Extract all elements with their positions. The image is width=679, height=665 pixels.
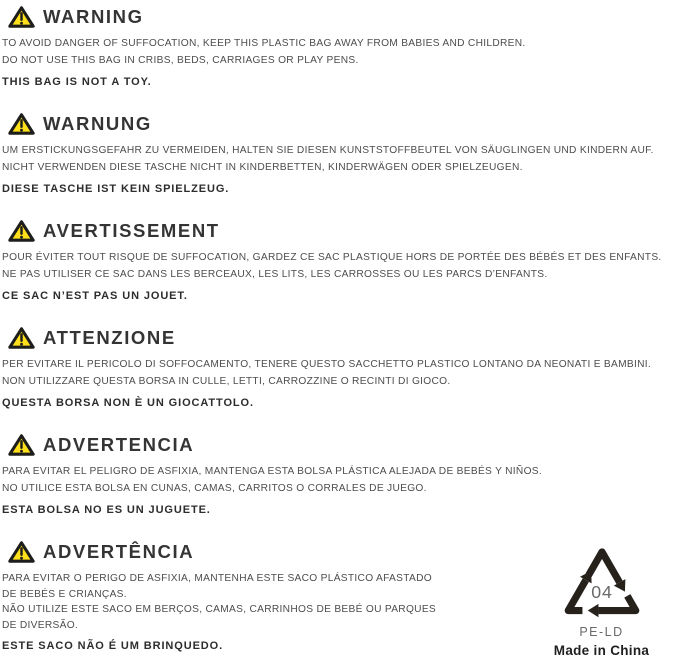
warning-line: TO AVOID DANGER OF SUFFOCATION, KEEP THIS PLASTIC BAG AWAY FROM BABIES AND CHILDREN. xyxy=(2,38,526,49)
section-heading: ADVERTENCIA xyxy=(43,433,195,455)
bottom-row xyxy=(2,538,679,658)
recycling-symbol-icon xyxy=(556,543,648,623)
warning-line: DO NOT USE THIS BAG IN CRIBS, BEDS, CARRIAGES OR PLAY PENS. xyxy=(2,54,359,66)
warning-triangle-icon xyxy=(8,112,35,136)
warning-line: DE DIVERSÃO. xyxy=(2,619,79,631)
heading-row xyxy=(2,324,679,351)
warning-bold-line: ESTA BOLSA NO ES UN JUGUETE. xyxy=(2,504,211,516)
heading-row xyxy=(2,431,679,458)
heading-row xyxy=(2,538,524,565)
warning-line: NICHT VERWENDEN DIESE TASCHE NICHT IN KINDERBETTEN, KINDERWÄGEN ODER SPIELZEUGEN. xyxy=(2,161,523,173)
section-heading: ADVERTÊNCIA xyxy=(43,540,195,562)
section-heading: AVERTISSEMENT xyxy=(43,219,220,241)
warning-triangle-icon xyxy=(8,540,35,564)
material-code-label: PE-LD xyxy=(579,625,624,639)
heading-row xyxy=(2,110,679,137)
recycling-block xyxy=(524,538,679,658)
section-heading: ATTENZIONE xyxy=(43,326,176,348)
warning-triangle-icon xyxy=(8,326,35,350)
warning-line: UM ERSTICKUNGSGEFAHR ZU VERMEIDEN, HALTEN SIE DIESEN KUNSTSTOFFBEUTEL VON SÄUGLINGEN UND KINDERN AUF. xyxy=(2,145,654,156)
warning-line: PARA EVITAR EL PELIGRO DE ASFIXIA, MANTENGA ESTA BOLSA PLÁSTICA ALEJADA DE BEBÉS Y NIÑOS. xyxy=(2,466,543,477)
heading-row xyxy=(2,3,679,30)
warning-line: DE BEBÉS E CRIANÇAS. xyxy=(2,588,127,600)
warning-line: NON UTILIZZARE QUESTA BORSA IN CULLE, LETTI, CARROZZINE O RECINTI DI GIOCO. xyxy=(2,375,451,387)
warning-line: PARA EVITAR O PERIGO DE ASFIXIA, MANTENHA ESTE SACO PLÁSTICO AFASTADO xyxy=(2,573,432,584)
warning-bold-line: CE SAC N’EST PAS UN JOUET. xyxy=(2,290,188,302)
resin-code-number: 04 xyxy=(590,582,613,603)
warning-section-spanish xyxy=(2,431,679,516)
section-heading: WARNUNG xyxy=(43,112,152,134)
warning-section-portuguese xyxy=(2,538,524,658)
warning-triangle-icon xyxy=(8,219,35,243)
warning-section-german xyxy=(2,110,679,195)
warning-line: PER EVITARE IL PERICOLO DI SOFFOCAMENTO, TENERE QUESTO SACCHETTO PLASTICO LONTANO DA NEONATI E BAMBINI. xyxy=(2,359,652,370)
warning-line: NE PAS UTILISER CE SAC DANS LES BERCEAUX, LES LITS, LES CARROSSES OU LES PARCS D’ENFANTS. xyxy=(2,268,548,280)
warning-section-english xyxy=(2,3,679,88)
warning-triangle-icon xyxy=(8,5,35,29)
warning-line: POUR ÉVITER TOUT RISQUE DE SUFFOCATION, GARDEZ CE SAC PLASTIQUE HORS DE PORTÉE DES BÉBÉS ET DES ENFANTS. xyxy=(2,252,662,263)
made-in-china-label: Made in China xyxy=(553,643,650,658)
warning-bold-line: QUESTA BORSA NON È UN GIOCATTOLO. xyxy=(2,397,254,409)
warning-section-french xyxy=(2,217,679,302)
warning-triangle-icon xyxy=(8,433,35,457)
warning-section-italian xyxy=(2,324,679,409)
section-heading: WARNING xyxy=(43,5,144,27)
warning-bold-line: ESTE SACO NÃO É UM BRINQUEDO. xyxy=(2,640,224,652)
warning-line: NO UTILICE ESTA BOLSA EN CUNAS, CAMAS, CARRITOS O CORRALES DE JUEGO. xyxy=(2,482,427,494)
heading-row xyxy=(2,217,679,244)
warning-bold-line: DIESE TASCHE IST KEIN SPIELZEUG. xyxy=(2,183,230,195)
warning-bold-line: THIS BAG IS NOT A TOY. xyxy=(2,76,152,88)
warning-line: NÃO UTILIZE ESTE SACO EM BERÇOS, CAMAS, CARRINHOS DE BEBÉ OU PARQUES xyxy=(2,604,437,615)
